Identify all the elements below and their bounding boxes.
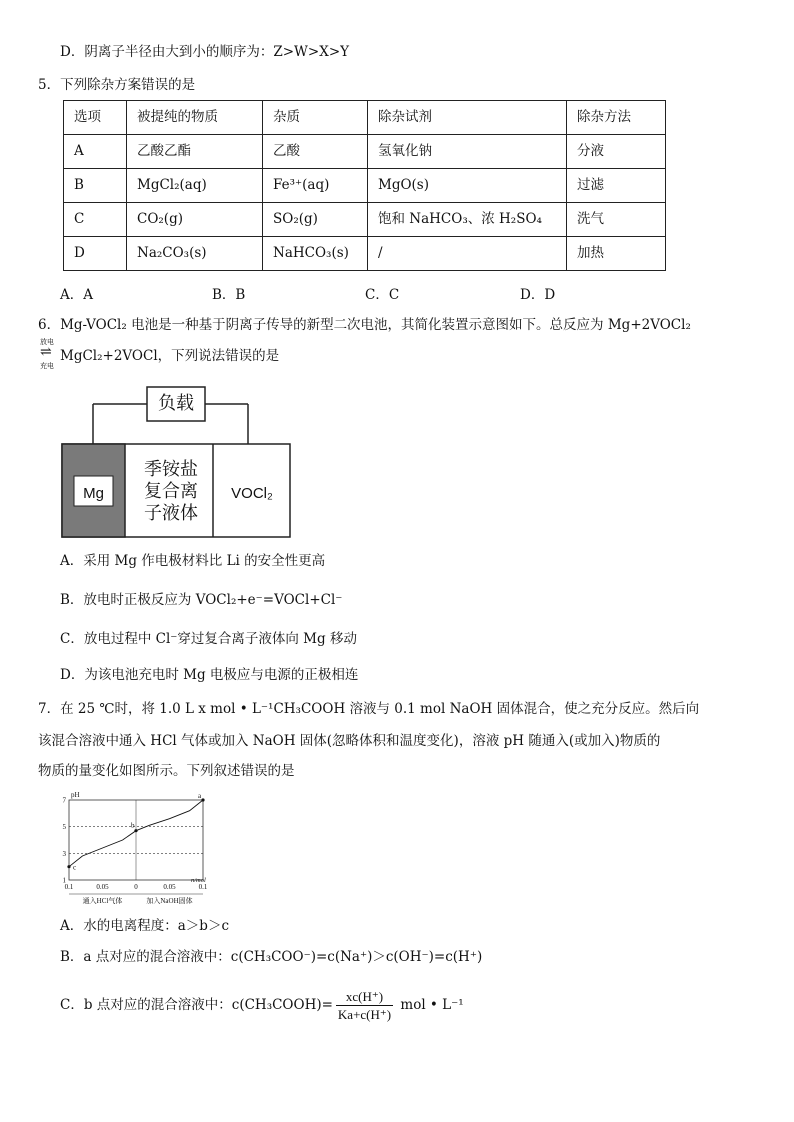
table-cell: A bbox=[64, 135, 127, 169]
q6-stem-line2: MgCl₂+2VOCl，下列说法错误的是 bbox=[60, 348, 280, 364]
load-label: 负载 bbox=[158, 393, 194, 414]
table-cell: / bbox=[368, 237, 567, 271]
point-c bbox=[67, 865, 70, 868]
x-tick-label: 0.1 bbox=[64, 883, 74, 891]
equilibrium-arrow-icon: ⇌ bbox=[40, 344, 52, 360]
table-cell: NaHCO₃(s) bbox=[263, 237, 368, 271]
cathode-label: VOCl₂ bbox=[231, 485, 273, 502]
electrolyte-line1: 季铵盐 bbox=[144, 459, 198, 480]
q6-option-b: B．放电时正极反应为 VOCl₂+e⁻=VOCl+Cl⁻ bbox=[60, 592, 343, 608]
table-row bbox=[64, 169, 666, 203]
left-bottom-label: 通入HCl气体 bbox=[82, 897, 123, 905]
point-a bbox=[201, 798, 204, 801]
right-bottom-label: 加入NaOH固体 bbox=[146, 897, 193, 905]
table-cell: 乙酸 bbox=[263, 135, 368, 169]
q5-option-a: A．A bbox=[60, 287, 93, 303]
q7-option-c bbox=[60, 988, 464, 1023]
electrolyte-line2: 复合离 bbox=[144, 481, 198, 502]
ph-chart bbox=[55, 786, 225, 911]
q7-option-c-prefix: C．b 点对应的混合溶液中：c(CH₃COOH)= bbox=[60, 997, 333, 1013]
q4-option-d: D．阴离子半径由大到小的顺序为：Z>W>X>Y bbox=[60, 44, 350, 60]
q7-stem-line1: 7．在 25 ℃时，将 1.0 L x mol • L⁻¹CH₃COOH 溶液与 0.1 mol NaOH 固体混合，使之充分反应。然后向 bbox=[38, 701, 700, 717]
arrow-top-label: 放电 bbox=[40, 338, 54, 346]
table-cell: 乙酸乙酯 bbox=[127, 135, 263, 169]
point-label-a: a bbox=[198, 792, 202, 800]
y-tick-label: 7 bbox=[62, 796, 66, 805]
q7-stem-line3: 物质的量变化如图所示。下列叙述错误的是 bbox=[38, 763, 295, 779]
x-tick-label: 0.05 bbox=[163, 883, 176, 891]
table-cell: Na₂CO₃(s) bbox=[127, 237, 263, 271]
fraction-denominator: Ka+c(H⁺) bbox=[337, 1007, 392, 1022]
point-b bbox=[134, 829, 137, 832]
table-header-cell: 杂质 bbox=[263, 101, 368, 135]
table-cell: 饱和 NaHCO₃、浓 H₂SO₄ bbox=[368, 203, 567, 237]
q5-table bbox=[63, 100, 666, 271]
anode-label: Mg bbox=[83, 485, 104, 502]
q7-option-c-unit: mol • L⁻¹ bbox=[400, 997, 464, 1013]
q6-option-c: C．放电过程中 Cl⁻穿过复合离子液体向 Mg 移动 bbox=[60, 631, 357, 647]
fraction-numerator: xc(H⁺) bbox=[336, 988, 393, 1006]
point-label-b: b bbox=[131, 821, 135, 830]
x-tick-label: 0 bbox=[134, 883, 138, 891]
table-cell: 氢氧化钠 bbox=[368, 135, 567, 169]
table-header-cell: 选项 bbox=[64, 101, 127, 135]
table-cell: Fe³⁺(aq) bbox=[263, 169, 368, 203]
table-cell: CO₂(g) bbox=[127, 203, 263, 237]
q5-stem: 5．下列除杂方案错误的是 bbox=[38, 77, 196, 93]
q7-stem-line2: 该混合溶液中通入 HCl 气体或加入 NaOH 固体(忽略体积和温度变化)，溶液 pH 随通入(或加入)物质的 bbox=[38, 733, 661, 749]
y-tick-label: 3 bbox=[62, 849, 66, 858]
q7-option-a: A．水的电离程度：a＞b＞c bbox=[60, 918, 230, 934]
q7-option-b: B．a 点对应的混合溶液中：c(CH₃COO⁻)=c(Na⁺)＞c(OH⁻)=c(H⁺) bbox=[60, 949, 483, 965]
table-header-cell: 除杂方法 bbox=[567, 101, 666, 135]
table-row bbox=[64, 203, 666, 237]
q5-option-d: D．D bbox=[520, 287, 556, 303]
x-axis-label: n/mol bbox=[191, 877, 206, 884]
y-tick-label: 1 bbox=[62, 876, 66, 885]
q6-option-a: A．采用 Mg 作电极材料比 Li 的安全性更高 bbox=[60, 553, 326, 569]
table-cell: SO₂(g) bbox=[263, 203, 368, 237]
arrow-bottom-label: 充电 bbox=[40, 362, 54, 370]
q6-stem-line1: 6．Mg-VOCl₂ 电池是一种基于阴离子传导的新型二次电池，其简化装置示意图如下。总反应为 Mg+2VOCl₂ bbox=[38, 317, 691, 333]
table-header-row bbox=[64, 101, 666, 135]
table-row bbox=[64, 135, 666, 169]
table-header-cell: 被提纯的物质 bbox=[127, 101, 263, 135]
q6-option-d: D．为该电池充电时 Mg 电极应与电源的正极相连 bbox=[60, 667, 359, 683]
table-cell: 分液 bbox=[567, 135, 666, 169]
y-tick-label: 5 bbox=[62, 823, 66, 832]
q5-option-c: C．C bbox=[365, 287, 400, 303]
q5-option-b: B．B bbox=[212, 287, 246, 303]
x-tick-label: 0.05 bbox=[96, 883, 109, 891]
fraction bbox=[336, 988, 393, 1023]
point-label-c: c bbox=[73, 863, 77, 872]
y-axis-label: pH bbox=[71, 791, 80, 799]
x-tick-label: 0.1 bbox=[198, 883, 208, 891]
table-cell: 过滤 bbox=[567, 169, 666, 203]
table-cell: 洗气 bbox=[567, 203, 666, 237]
table-cell: B bbox=[64, 169, 127, 203]
table-cell: 加热 bbox=[567, 237, 666, 271]
table-header-cell: 除杂试剂 bbox=[368, 101, 567, 135]
electrolyte-line3: 子液体 bbox=[144, 503, 198, 524]
table-cell: MgO(s) bbox=[368, 169, 567, 203]
table-row bbox=[64, 237, 666, 271]
table-cell: MgCl₂(aq) bbox=[127, 169, 263, 203]
table-cell: C bbox=[64, 203, 127, 237]
table-cell: D bbox=[64, 237, 127, 271]
